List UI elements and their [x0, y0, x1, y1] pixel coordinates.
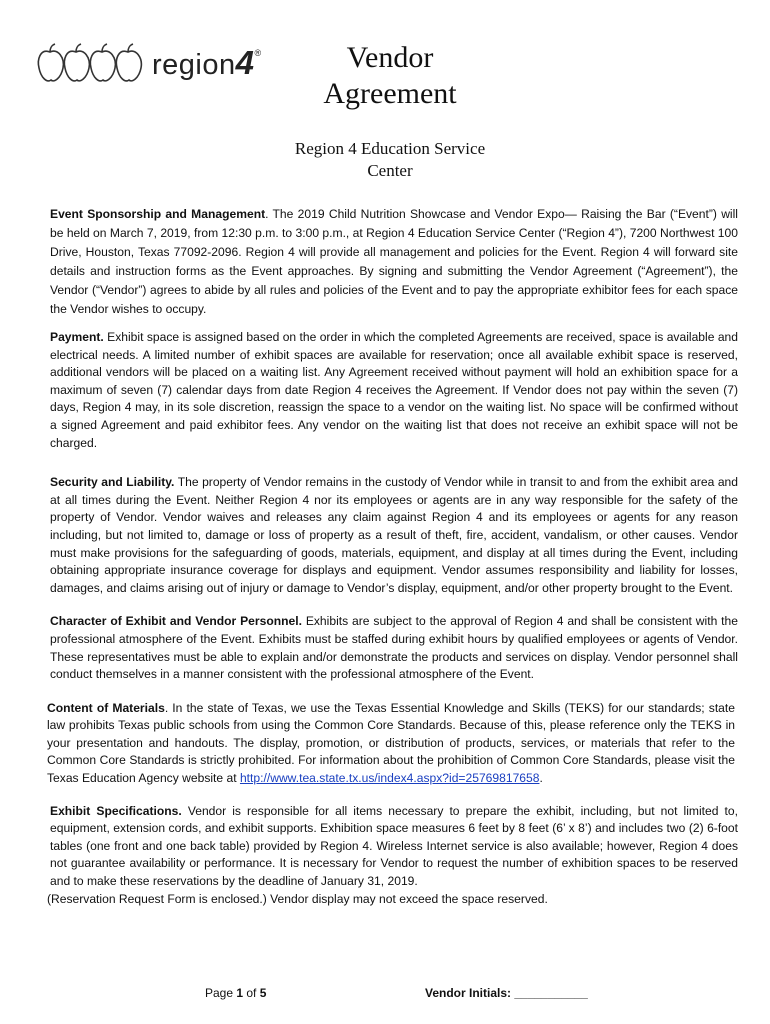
- section-heading: Character of Exhibit and Vendor Personnel.: [50, 614, 302, 629]
- subtitle-line-1: Region 4 Education Service: [294, 139, 486, 158]
- region4-logo: [36, 38, 272, 90]
- section-heading: Payment.: [50, 330, 104, 344]
- page-title: [300, 40, 480, 112]
- section-text-end: .: [539, 771, 543, 786]
- apples-icon: [36, 42, 154, 86]
- section-text-note: (Reservation Request Form is enclosed.) Vendor display may not exceed the space reserved.: [47, 891, 548, 906]
- section-heading: Content of Materials: [47, 700, 165, 715]
- section-text: . The 2019 Child Nutrition Showcase and Vendor Expo— Raising the Bar (“Event”) will be held on March 7, 2019, from 12:30 p.m. to 3:00 p.m., at Region 4 Education Service Center (“Region 4”), 7200 Northwest 100 Drive, Houston, Texas 77092-2096. Region 4 will provide all management and policies for the Event. Region 4 will forward site details and instruction forms as the Event approaches. By signing and submitting the Vendor Agreement (“Agreement”), the Vendor (“Vendor”) agrees to abide by all rules and policies of the Event and to pay the appropriate exhibitor fees for each space the Vendor wishes to occupy.: [50, 207, 738, 316]
- logo-wordmark: region4®: [152, 44, 262, 81]
- title-line-1: Vendor: [346, 41, 434, 74]
- title-line-2: Agreement: [323, 77, 457, 110]
- section-event-sponsorship: [50, 205, 738, 319]
- page-subtitle: [280, 138, 500, 182]
- section-heading: Event Sponsorship and Management: [50, 207, 266, 221]
- subtitle-line-2: Center: [367, 161, 413, 180]
- section-heading: Security and Liability.: [50, 475, 175, 490]
- agreement-body: [47, 205, 739, 923]
- section-exhibit-specifications: [47, 803, 739, 909]
- section-payment: [50, 329, 738, 452]
- section-text: The property of Vendor remains in the custody of Vendor while in transit to and from the exhibit area and at all times during the Event. Neither Region 4 nor its employees or agents are in any way responsible for the safety of the property of Vendor. Vendor waives and releases any claim against Region 4 and its employees or agents for any reason including, but not limited to, damage or loss of property as a result of theft, fire, accident, vandalism, or other causes. Vendor must make provisions for the safeguarding of goods, materials, equipment, and display at all times during the Event, including obtaining appropriate insurance coverage for displays and equipment. Vendor assumes responsibility and liability for losses, damages, and claims arising out of injury or damage to Vendor’s display, equipment, and/or other property brought to the Event.: [50, 475, 738, 595]
- section-text: Vendor is responsible for all items necessary to prepare the exhibit, including, but not limited to, equipment, extension cords, and exhibit supports. Exhibition space measures 6 feet by 8 feet (6’ x 8’) and includes two (2) 6-foot tables (one front and one back table) provided by Region 4. Wireless Internet service is also available; however, Region 4 does not guarantee availability or performance. It is necessary for Vendor to request the number of exhibition spaces to be reserved and to make these reservations by the deadline of January 31, 2019.: [50, 803, 739, 889]
- section-character-of-exhibit: [50, 613, 738, 683]
- tea-website-link[interactable]: http://www.tea.state.tx.us/index4.aspx?id=25769817658: [239, 771, 540, 786]
- section-security-liability: [50, 474, 738, 597]
- section-content-of-materials: [47, 700, 735, 788]
- section-text: Exhibit space is assigned based on the order in which the completed Agreements are received, space is available and electrical needs. A limited number of exhibit spaces are available for reservation; once all available exhibit space is reserved, additional vendors will be placed on a waiting list. Any Agreement received without payment will hold an exhibition space for a maximum of seven (7) calendar days from date Region 4 receives the Agreement. If Vendor does not pay within the seven (7) days, Region 4 may, in its sole discretion, reassign the space to a vendor on the waiting list. No space will be confirmed without a signed Agreement and paid exhibitor fees. Any vendor on the waiting list that does not receive an exhibit space will not be charged.: [50, 330, 738, 450]
- section-heading: Exhibit Specifications.: [50, 803, 182, 818]
- vendor-initials-field[interactable]: Vendor Initials: ___________: [425, 986, 588, 1000]
- section-text: Exhibits are subject to the approval of Region 4 and shall be consistent with the professional atmosphere of the Event. Exhibits must be staffed during exhibit hours by qualified employees or agents of Vendor. These representatives must be able to explain and/or demonstrate the products and services on display. Vendor personnel shall conduct themselves in a manner consistent with the professional atmosphere of the Event.: [50, 614, 738, 682]
- section-text: . In the state of Texas, we use the Texas Essential Knowledge and Skills (TEKS) for our standards; state law prohibits Texas public schools from using the Common Core Standards. Because of this, please reference only the TEKS in your presentation and handouts. The display, promotion, or distribution of products, services, or materials that refer to the Common Core Standards is strictly prohibited. For information about the prohibition of Common Core Standards, please visit the Texas Education Agency website at: [47, 700, 735, 786]
- page-number: Page 1 of 5: [205, 986, 267, 1000]
